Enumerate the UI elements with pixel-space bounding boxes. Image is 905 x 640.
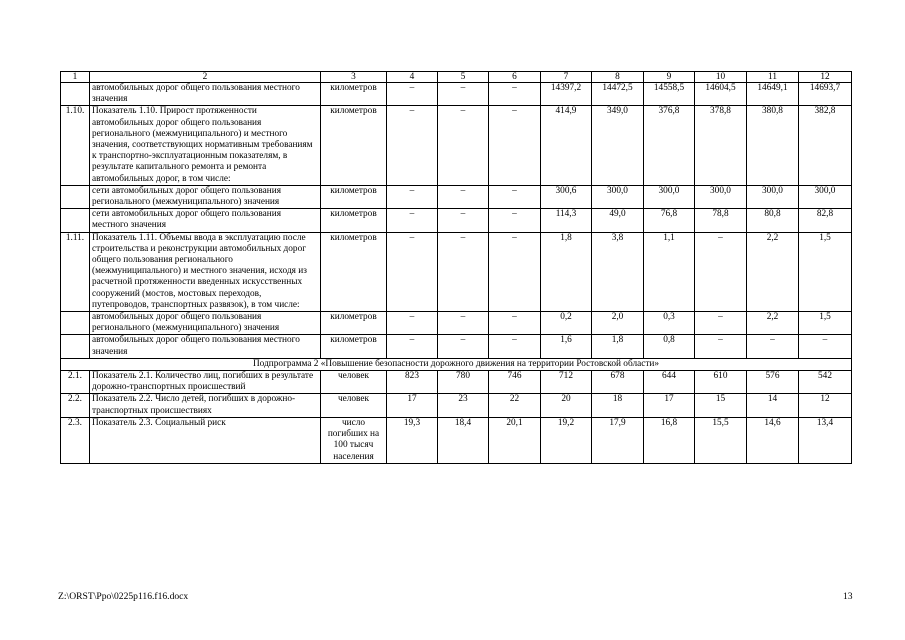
value-cell: 49,0 [592,209,644,232]
value-cell: 12 [799,394,852,417]
row-index [61,335,90,358]
value-cell: 17,9 [592,417,644,463]
unit: километров [321,335,387,358]
value-cell: 678 [592,371,644,394]
column-number: 7 [541,72,592,83]
value-cell: 1,5 [799,232,852,311]
value-cell: 14,6 [747,417,799,463]
value-cell: 1,8 [541,232,592,311]
unit: километров [321,185,387,208]
value-cell: 20,1 [489,417,541,463]
value-cell: 542 [799,371,852,394]
indicator-name: Показатель 1.11. Объемы ввода в эксплуатацию после строительства и реконструкции автомобильных дорог общего пользования регионального (межмуниципального) и местного значения, исходя из расчетной протяженности введенных искусственных сооружений (мостов, мостовых переходов, путепроводов, транспортных развязок), в том числе: [90,232,321,311]
column-number: 2 [90,72,321,83]
value-cell: 14397,2 [541,83,592,106]
value-cell: 0,3 [644,312,695,335]
unit: километров [321,209,387,232]
unit: километров [321,312,387,335]
column-number: 4 [387,72,438,83]
indicator-name: сети автомобильных дорог общего пользования регионального (межмуниципального) значения [90,185,321,208]
value-cell: – [438,209,489,232]
value-cell: – [438,312,489,335]
column-number: 3 [321,72,387,83]
value-cell: 15 [695,394,747,417]
value-cell: 300,0 [644,185,695,208]
value-cell: – [387,232,438,311]
value-cell: 20 [541,394,592,417]
value-cell: 644 [644,371,695,394]
value-cell: – [387,185,438,208]
value-cell: – [387,335,438,358]
value-cell: 14558,5 [644,83,695,106]
row-index: 2.2. [61,394,90,417]
column-number: 5 [438,72,489,83]
value-cell: – [438,335,489,358]
table-row [61,106,852,185]
value-cell: 76,8 [644,209,695,232]
value-cell: – [695,335,747,358]
row-index: 1.10. [61,106,90,185]
value-cell: – [387,106,438,185]
value-cell: 2,0 [592,312,644,335]
row-index [61,185,90,208]
value-cell: 712 [541,371,592,394]
row-index: 1.11. [61,232,90,311]
table-header-row [61,72,852,83]
value-cell: 19,3 [387,417,438,463]
value-cell: 414,9 [541,106,592,185]
table-row [61,335,852,358]
value-cell: 15,5 [695,417,747,463]
value-cell: 2,2 [747,312,799,335]
table-row [61,209,852,232]
value-cell: 23 [438,394,489,417]
unit: человек [321,394,387,417]
unit: километров [321,106,387,185]
value-cell: – [438,185,489,208]
row-index [61,312,90,335]
value-cell: – [489,106,541,185]
table-row [61,371,852,394]
indicators-table [60,71,852,464]
file-path-footer: Z:\ORST\Ppo\0225p116.f16.docx [58,591,189,602]
value-cell: 19,2 [541,417,592,463]
value-cell: – [489,83,541,106]
value-cell: 380,8 [747,106,799,185]
value-cell: 300,0 [592,185,644,208]
value-cell: 14693,7 [799,83,852,106]
value-cell: – [695,312,747,335]
value-cell: – [747,335,799,358]
value-cell: 0,2 [541,312,592,335]
value-cell: 382,8 [799,106,852,185]
indicator-name: сети автомобильных дорог общего пользования местного значения [90,209,321,232]
table-row [61,185,852,208]
value-cell: 1,5 [799,312,852,335]
indicator-name: автомобильных дорог общего пользования местного значения [90,83,321,106]
row-index: 2.1. [61,371,90,394]
row-index [61,83,90,106]
value-cell: 300,0 [695,185,747,208]
value-cell: – [489,232,541,311]
value-cell: – [387,209,438,232]
value-cell: 1,6 [541,335,592,358]
value-cell: – [438,83,489,106]
value-cell: – [489,335,541,358]
table-row [61,312,852,335]
unit: километров [321,232,387,311]
value-cell: 300,0 [747,185,799,208]
column-number: 8 [592,72,644,83]
value-cell: – [489,312,541,335]
row-index: 2.3. [61,417,90,463]
unit: человек [321,371,387,394]
indicator-name: Показатель 2.1. Количество лиц, погибших в результате дорожно-транспортных происшествий [90,371,321,394]
indicator-name: Показатель 2.3. Социальный риск [90,417,321,463]
value-cell: 14649,1 [747,83,799,106]
indicator-name: Показатель 2.2. Число детей, погибших в дорожно-транспортных происшествиях [90,394,321,417]
value-cell: 18,4 [438,417,489,463]
value-cell: 14604,5 [695,83,747,106]
value-cell: 0,8 [644,335,695,358]
value-cell: 3,8 [592,232,644,311]
value-cell: 823 [387,371,438,394]
value-cell: – [489,209,541,232]
value-cell: – [438,232,489,311]
value-cell: 746 [489,371,541,394]
row-index [61,209,90,232]
value-cell: 14472,5 [592,83,644,106]
value-cell: 576 [747,371,799,394]
value-cell: – [799,335,852,358]
indicator-name: автомобильных дорог общего пользования регионального (межмуниципального) значения [90,312,321,335]
table-row [61,232,852,311]
value-cell: 18 [592,394,644,417]
unit: число погибших на 100 тысяч населения [321,417,387,463]
value-cell: 1,1 [644,232,695,311]
value-cell: 16,8 [644,417,695,463]
value-cell: 780 [438,371,489,394]
value-cell: 22 [489,394,541,417]
value-cell: 349,0 [592,106,644,185]
value-cell: 114,3 [541,209,592,232]
value-cell: 82,8 [799,209,852,232]
value-cell: – [438,106,489,185]
column-number: 11 [747,72,799,83]
value-cell: 1,8 [592,335,644,358]
column-number: 1 [61,72,90,83]
indicator-name: автомобильных дорог общего пользования местного значения [90,335,321,358]
value-cell: 610 [695,371,747,394]
value-cell: 17 [387,394,438,417]
table-row [61,394,852,417]
value-cell: 13,4 [799,417,852,463]
value-cell: 376,8 [644,106,695,185]
indicator-name: Показатель 1.10. Прирост протяженности автомобильных дорог общего пользования регионального (межмуниципального) и местного значения, соответствующих нормативным требованиям к транспортно-эксплуатационным показателям, в результате капитального ремонта и ремонта автомобильных дорог, в том числе: [90,106,321,185]
value-cell: – [387,83,438,106]
value-cell: 78,8 [695,209,747,232]
column-number: 10 [695,72,747,83]
page-number: 13 [843,591,853,602]
value-cell: 14 [747,394,799,417]
value-cell: 2,2 [747,232,799,311]
value-cell: – [489,185,541,208]
column-number: 9 [644,72,695,83]
table-row [61,83,852,106]
subprogram-heading: Подпрограмма 2 «Повышение безопасности дорожного движения на территории Ростовской области» [61,358,852,370]
column-number: 6 [489,72,541,83]
unit: километров [321,83,387,106]
value-cell: 80,8 [747,209,799,232]
value-cell: – [387,312,438,335]
subprogram-heading-row [61,358,852,370]
value-cell: 17 [644,394,695,417]
value-cell: 300,0 [799,185,852,208]
table-row [61,417,852,463]
value-cell: 378,8 [695,106,747,185]
column-number: 12 [799,72,852,83]
value-cell: – [695,232,747,311]
value-cell: 300,6 [541,185,592,208]
